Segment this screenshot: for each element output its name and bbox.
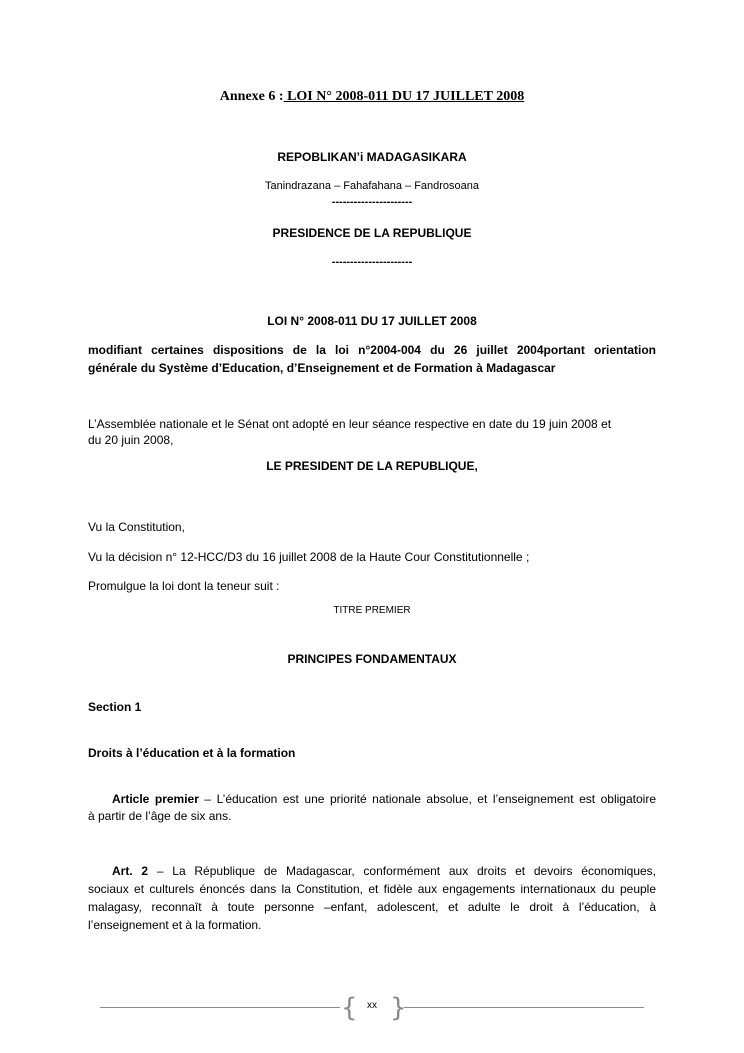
adoption-line-1: L’Assemblée nationale et le Sénat ont adopté en leur séance respective en date du 19 juin 2008 et: [88, 417, 612, 431]
vu-constitution: Vu la Constitution,: [88, 520, 185, 534]
footer-rule-left: [100, 1007, 340, 1008]
principes-heading: PRINCIPES FONDAMENTAUX: [287, 652, 457, 666]
article-1-line-2: à partir de l’âge de six ans.: [88, 809, 232, 823]
promulgation-statement: Promulgue la loi dont la teneur suit :: [88, 579, 280, 593]
annex-law-title: LOI N° 2008-011 DU 17 JUILLET 2008: [283, 89, 525, 104]
article-1-label: Article premier: [112, 792, 199, 806]
article-2-text: – La République de Madagascar, conformément aux droits et devoirs économiques,: [148, 864, 656, 878]
section-title: Droits à l’éducation et à la formation: [88, 746, 296, 760]
law-subtitle-line-2: générale du Système d’Education, d’Enseignement et de Formation à Madagascar: [88, 361, 556, 375]
footer-bracket-left: {: [341, 993, 358, 1023]
adoption-line-2: du 20 juin 2008,: [88, 433, 174, 447]
law-title: LOI N° 2008-011 DU 17 JUILLET 2008: [267, 314, 477, 328]
article-2-line-2: sociaux et culturels énoncés dans la Constitution, et fidèle aux engagements internationaux du peuple: [88, 882, 656, 896]
titre-premier: TITRE PREMIER: [333, 605, 411, 616]
annex-title: [0, 89, 744, 105]
law-subtitle-line-1: modifiant certaines dispositions de la loi n°2004-004 du 26 juillet 2004portant orientation: [88, 343, 656, 357]
annex-prefix: Annexe 6 :: [219, 89, 284, 104]
article-2-line-1: [88, 861, 656, 881]
republic-name: REPOBLIKAN’i MADAGASIKARA: [277, 150, 467, 164]
republic-motto: Tanindrazana – Fahafahana – Fandrosoana: [264, 180, 480, 192]
presidency-name: PRESIDENCE DE LA REPUBLIQUE: [272, 226, 472, 240]
section-label: Section 1: [88, 700, 142, 714]
header-separator-1: ----------------------: [331, 196, 413, 208]
footer-rule-right: [404, 1007, 644, 1008]
article-2-label: Art. 2: [112, 864, 149, 878]
vu-decision: Vu la décision n° 12-HCC/D3 du 16 juillet 2008 de la Haute Cour Constitutionnelle ;: [88, 550, 530, 564]
president-heading: LE PRESIDENT DE LA REPUBLIQUE,: [266, 459, 478, 473]
article-1-text: – L’éducation est une priorité nationale absolue, et l’enseignement est obligatoire: [198, 792, 657, 806]
header-separator-2: ----------------------: [331, 256, 413, 268]
footer-bracket-right: }: [390, 993, 407, 1023]
page-number: xx: [367, 1000, 377, 1011]
article-2-line-3: malagasy, reconnaît à toute personne –enfant, adolescent, et adulte le droit à l’éducation, à: [88, 900, 656, 914]
article-2-line-4: l’enseignement et à la formation.: [88, 918, 262, 932]
